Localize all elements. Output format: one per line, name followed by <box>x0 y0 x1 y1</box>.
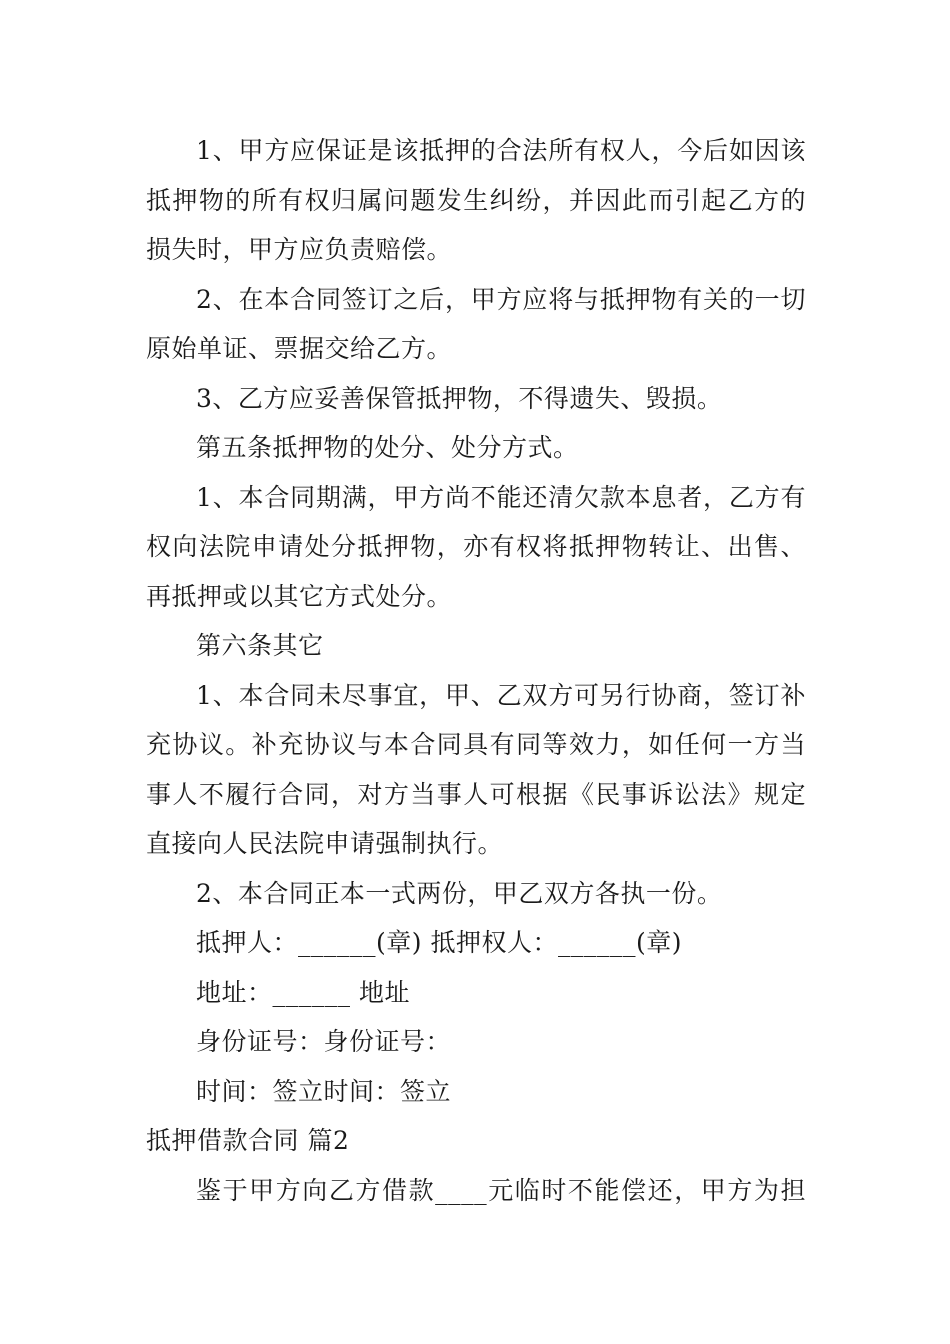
clause-line-12: 1、本合同未尽事宜，甲、乙双方可另行协商，签订补 <box>196 680 806 710</box>
signature-line-time: 时间：签立时间：签立 <box>196 1076 452 1106</box>
signature-line-id-number: 身份证号：身份证号： <box>196 1027 452 1056</box>
clause-line-1: 1、甲方应保证是该抵押的合法所有权人，今后如因该 <box>196 136 806 165</box>
clause-line-8: 1、本合同期满，甲方尚不能还清欠款本息者，乙方有 <box>196 482 806 512</box>
clause-line-2: 抵押物的所有权归属问题发生纠纷，并因此而引起乙方的 <box>146 185 806 215</box>
clause-line-5: 原始单证、票据交给乙方。 <box>146 334 453 363</box>
section-heading-article-5: 第五条抵押物的处分、处分方式。 <box>196 433 579 462</box>
section-title-contract-2: 抵押借款合同 篇2 <box>146 1126 350 1155</box>
clause-line-15: 直接向人民法院申请强制执行。 <box>146 829 504 858</box>
section-heading-article-6: 第六条其它 <box>196 631 324 660</box>
clause-line-4: 2、在本合同签订之后，甲方应将与抵押物有关的一切 <box>196 284 806 314</box>
signature-line-parties: 抵押人：______(章) 抵押权人：______(章) <box>196 928 682 957</box>
clause-line-16: 2、本合同正本一式两份，甲乙双方各执一份。 <box>196 878 723 908</box>
signature-line-address: 地址：______ 地址 <box>196 977 410 1007</box>
clause-line-6: 3、乙方应妥善保管抵押物，不得遗失、毁损。 <box>196 383 723 413</box>
clause-line-22: 鉴于甲方向乙方借款____元临时不能偿还，甲方为担 <box>196 1175 806 1205</box>
clause-line-14: 事人不履行合同，对方当事人可根据《民事诉讼法》规定 <box>146 779 806 809</box>
clause-line-10: 再抵押或以其它方式处分。 <box>146 581 453 611</box>
clause-line-3: 损失时，甲方应负责赔偿。 <box>146 235 453 264</box>
document-body <box>146 126 806 1215</box>
clause-line-9: 权向法院申请处分抵押物，亦有权将抵押物转让、出售、 <box>146 532 806 561</box>
clause-line-13: 充协议。补充协议与本合同具有同等效力，如任何一方当 <box>146 730 806 759</box>
